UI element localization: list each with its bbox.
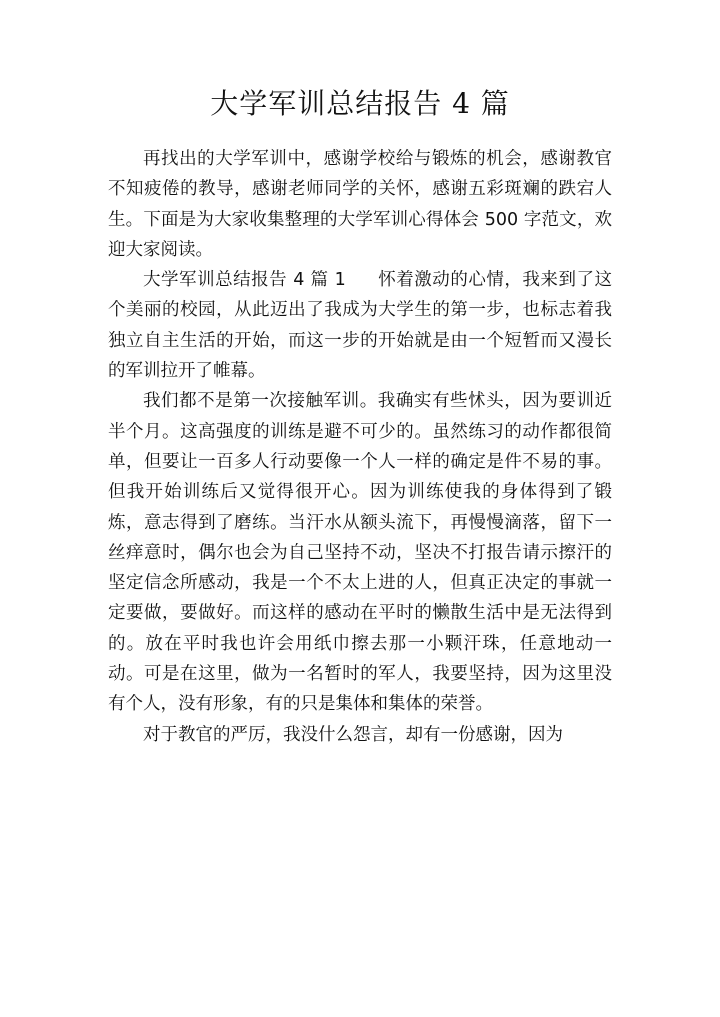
paragraph-intro bbox=[108, 144, 612, 265]
paragraph-text: 对于教官的严厉，我没什么怨言，却有一份感谢，因为 bbox=[143, 724, 563, 745]
paragraph-text: 怀着激动的心情，我来到了这个美丽的校园，从此迈出了我成为大学生的第一步，也标志着我独立自主生活的开始，而这一步的开始就是由一个短暂而又漫长的军训拉开了帷幕。 bbox=[108, 270, 612, 382]
document-body bbox=[108, 144, 612, 750]
document-title: 大学军训总结报告 4 篇 bbox=[210, 87, 510, 120]
paragraph-training bbox=[108, 386, 612, 719]
paragraph-text: 再找出的大学军训中，感谢学校给与锻炼的机会，感谢教官不知疲倦的教导，感谢老师同学的关怀，感谢五彩斑斓的跌宕人生。下面是为大家收集整理的大学军训心得体会 500 字范文，欢迎大家阅读。 bbox=[108, 149, 612, 260]
paragraph-section-1 bbox=[108, 265, 612, 386]
paragraph-text: 我们都不是第一次接触军训。我确实有些怵头，因为要训近半个月。这高强度的训练是避不可少的。虽然练习的动作都很简单，但要让一百多人行动要像一个人一样的确定是件不易的事。但我开始训练后又觉得很开心。因为训练使我的身体得到了锻炼，意志得到了磨练。当汗水从额头流下，再慢慢滴落，留下一丝痒意时，偶尔也会为自己坚持不动，坚决不打报告请示擦汗的坚定信念所感动，我是一个不太上进的人，但真正决定的事就一定要做，要做好。而这样的感动在平时的懒散生活中是无法得到的。放在平时我也许会用纸巾擦去那一小颗汗珠，任意地动一动。可是在这里，做为一名暂时的军人，我要坚持，因为这里没有个人，没有形象，有的只是集体和集体的荣誉。 bbox=[108, 391, 612, 715]
paragraph-instructor bbox=[108, 720, 612, 750]
section-heading: 大学军训总结报告 4 篇 1 bbox=[143, 270, 346, 291]
